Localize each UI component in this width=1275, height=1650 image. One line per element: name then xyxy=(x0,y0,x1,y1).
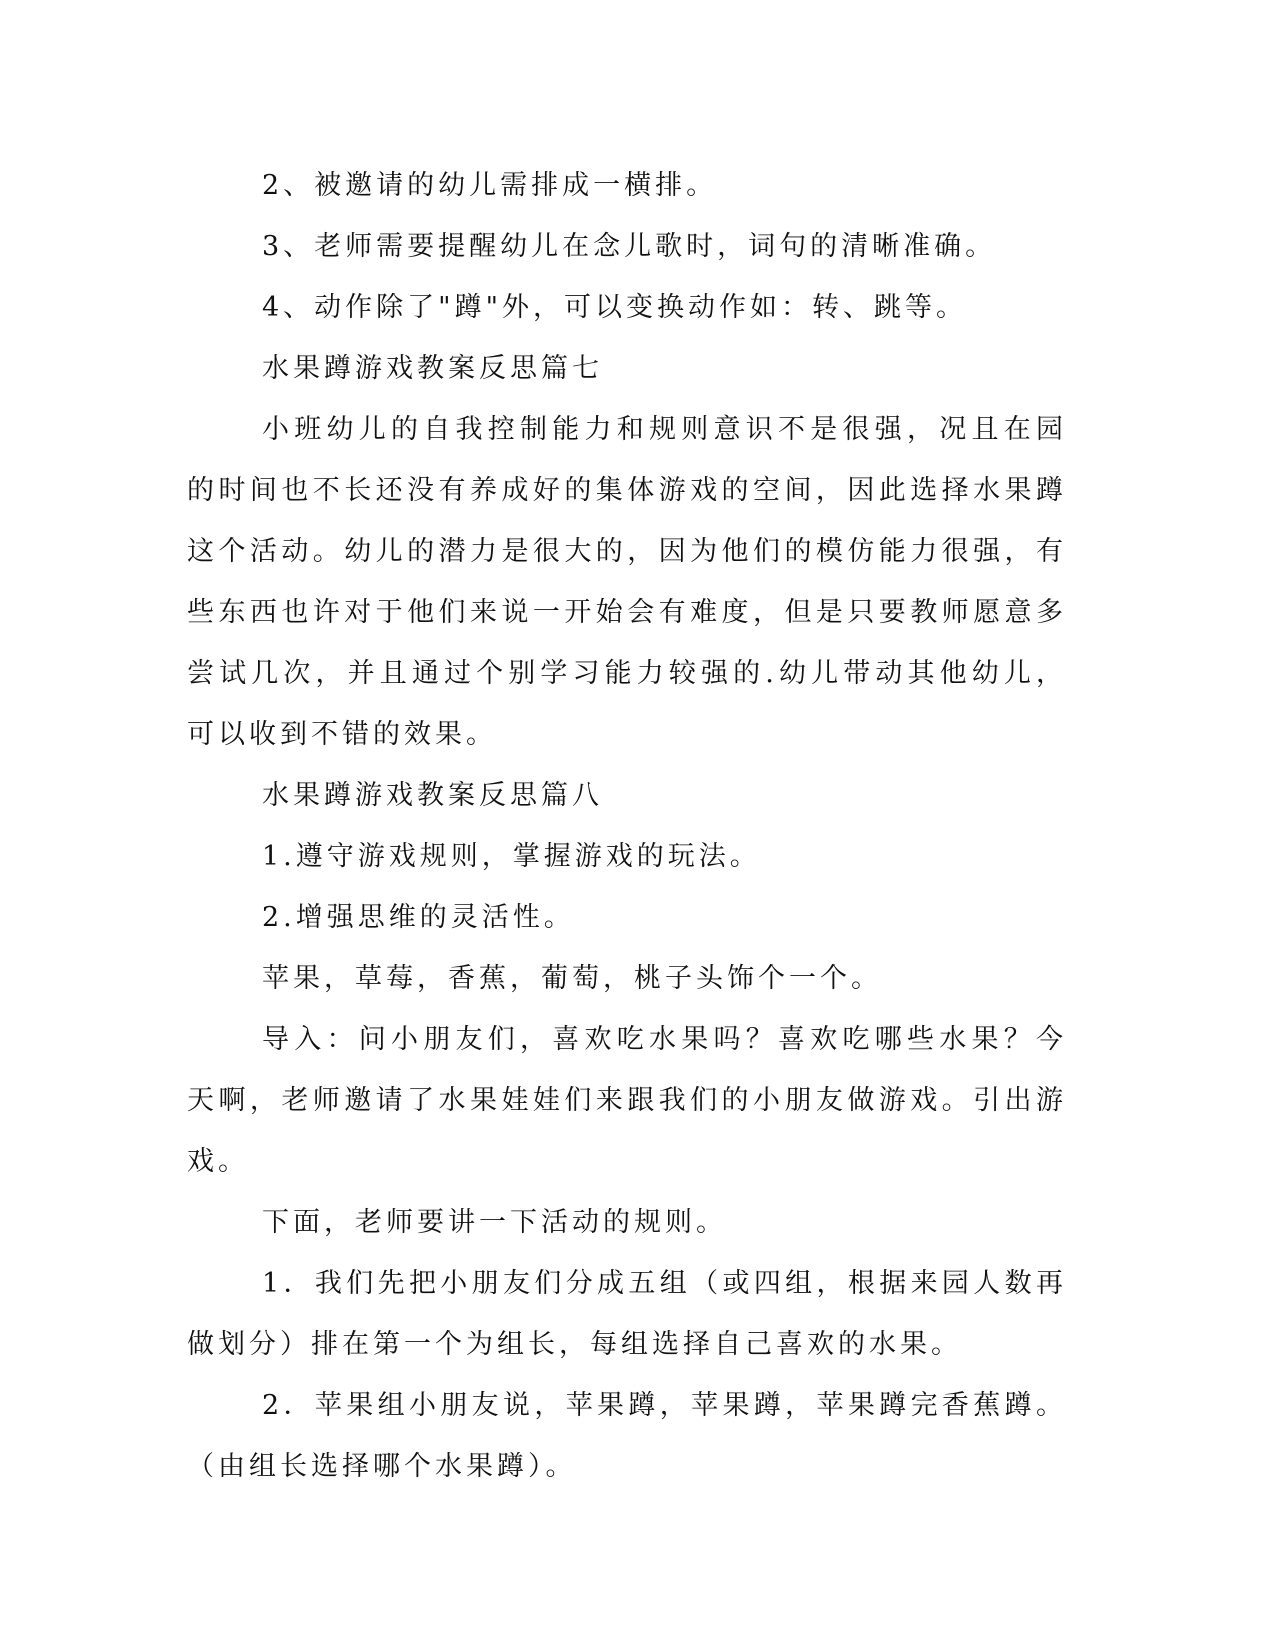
goal-item-2: 2.增强思维的灵活性。 xyxy=(262,902,575,933)
paragraph-step-2: 2、被邀请的幼儿需排成一横排。 xyxy=(262,170,718,201)
section-heading-7: 水果蹲游戏教案反思篇七 xyxy=(262,353,603,384)
rule-item-1: 1．我们先把小朋友们分成五组（或四组，根据来园人数再做划分）排在第一个为组长，每组选择自己喜欢的水果。 xyxy=(187,1268,1067,1360)
rule-item-2: 2．苹果组小朋友说，苹果蹲，苹果蹲，苹果蹲完香蕉蹲。（由组长选择哪个水果蹲）。 xyxy=(187,1390,1067,1482)
paragraph-reflection: 小班幼儿的自我控制能力和规则意识不是很强，况且在园的时间也不长还没有养成好的集体游戏的空间，因此选择水果蹲这个活动。幼儿的潜力是很大的，因为他们的模仿能力很强，有些东西也许对于他们来说一开始会有难度，但是只要教师愿意多尝试几次，并且通过个别学习能力较强的.幼儿带动其他幼儿，可以收到不错的效果。 xyxy=(187,414,1067,750)
intro-paragraph: 导入：问小朋友们，喜欢吃水果吗？喜欢吃哪些水果？今天啊，老师邀请了水果娃娃们来跟我们的小朋友做游戏。引出游戏。 xyxy=(187,1024,1067,1177)
paragraph-step-4: 4、动作除了"蹲"外，可以变换动作如：转、跳等。 xyxy=(262,292,968,323)
section-heading-8: 水果蹲游戏教案反思篇八 xyxy=(262,780,603,811)
document-body xyxy=(187,155,1067,1497)
goal-item-1: 1.遵守游戏规则，掌握游戏的玩法。 xyxy=(262,841,761,872)
materials-paragraph: 苹果，草莓，香蕉，葡萄，桃子头饰个一个。 xyxy=(262,963,882,994)
paragraph-step-3: 3、老师需要提醒幼儿在念儿歌时，词句的清晰准确。 xyxy=(262,231,997,262)
rules-intro-paragraph: 下面，老师要讲一下活动的规则。 xyxy=(262,1207,727,1238)
